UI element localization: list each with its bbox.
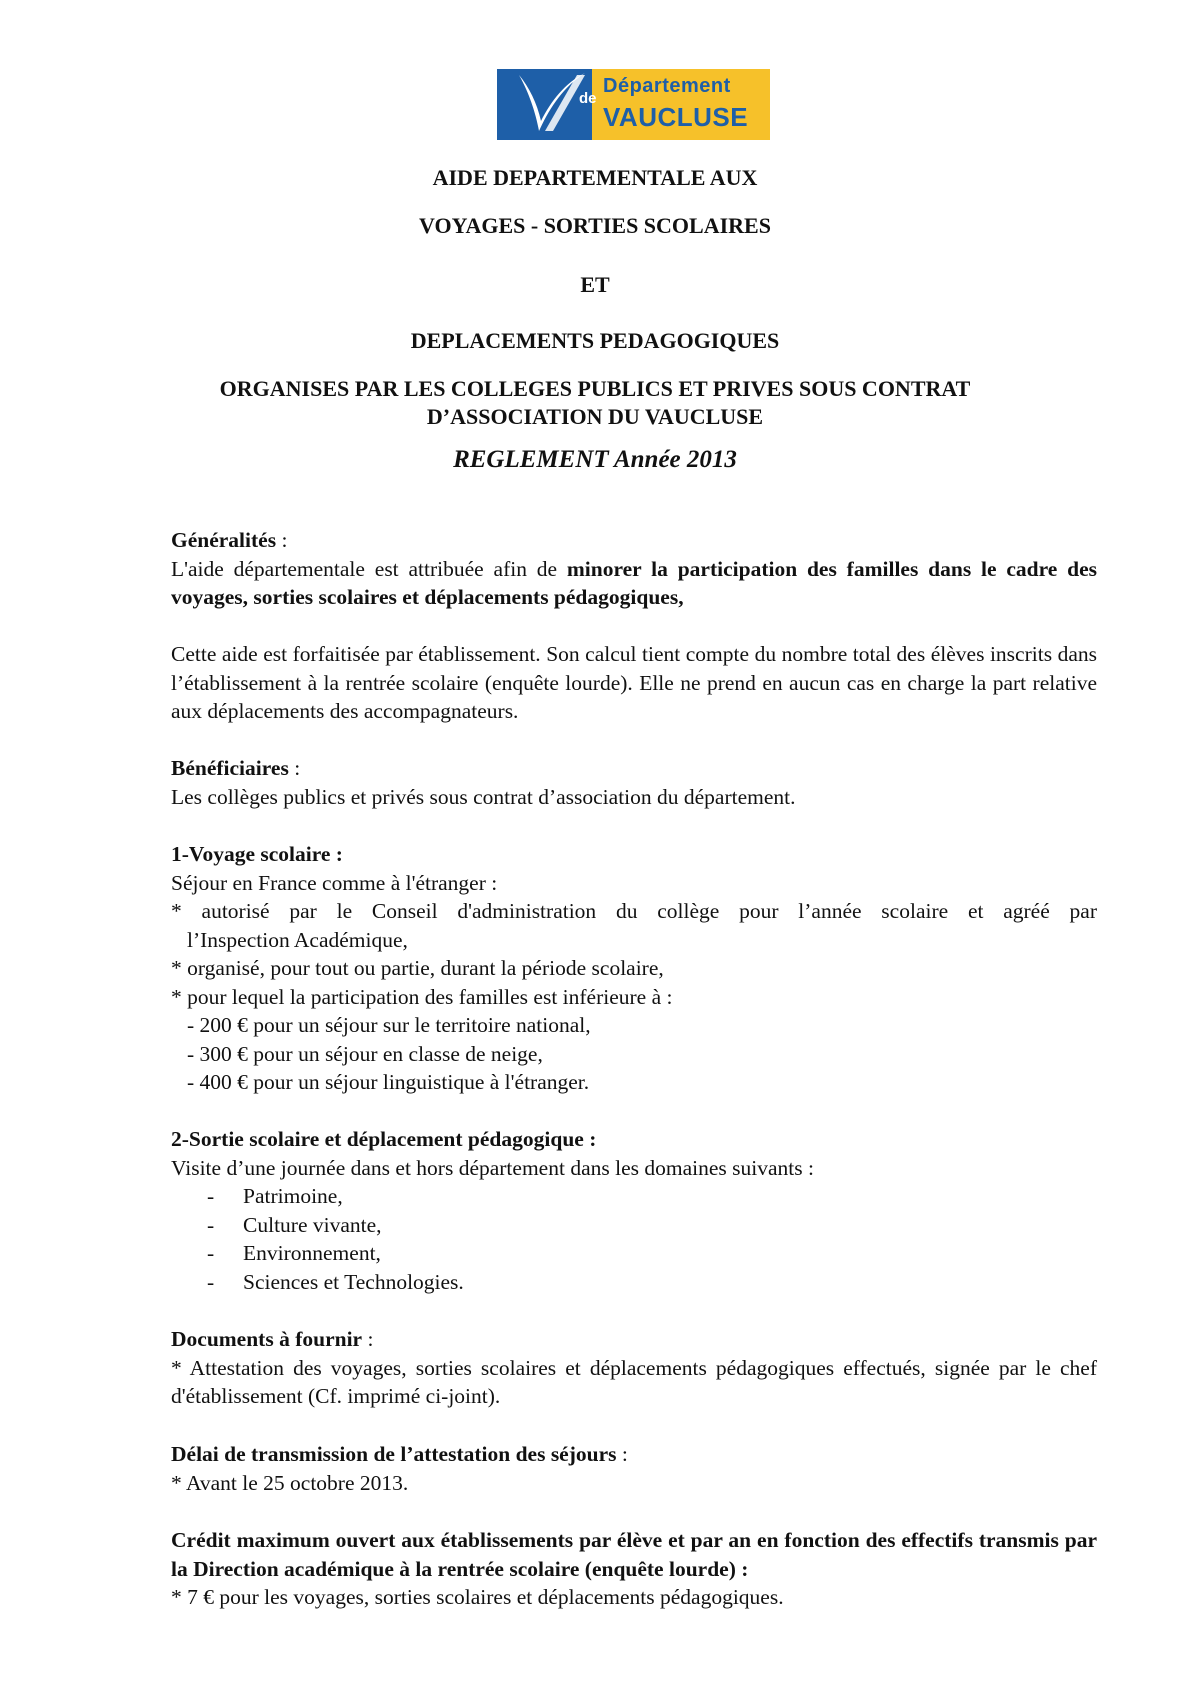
voyage-item-3: * pour lequel la participation des familles est inférieure à : — [171, 984, 673, 1009]
logo-text-departement: Département — [603, 75, 731, 97]
title-line-1: AIDE DEPARTEMENTALE AUX — [432, 165, 758, 190]
generalites-p1-text: L'aide départementale est attribuée afin de — [171, 556, 567, 581]
section-voyage-scolaire — [171, 840, 1097, 1097]
sortie-heading: 2-Sortie scolaire et déplacement pédagogique : — [171, 1127, 597, 1151]
sortie-domain-item — [171, 1239, 1097, 1268]
sortie-domain-item — [171, 1211, 1097, 1240]
documents-text: * Attestation des voyages, sorties scolaires et déplacements pédagogiques effectués, signée par le chef d'établissement (Cf. imprimé ci-joint). — [171, 1355, 1097, 1408]
beneficiaires-text: Les collèges publics et privés sous contrat d’association du département. — [171, 784, 796, 809]
documents-heading-colon: : — [362, 1327, 374, 1351]
generalites-p1-bold: minorer la participation des familles dans le cadre des voyages, sorties scolaires et déplacements pédagogiques, — [171, 556, 1097, 609]
credit-heading: Crédit maximum ouvert aux établissements par élève et par an en fonction des effectifs transmis par la Direction académique à la rentrée scolaire (enquête lourde) : — [171, 1528, 1097, 1581]
section-generalites — [171, 526, 1097, 612]
title-line-6: D’ASSOCIATION DU VAUCLUSE — [426, 404, 764, 429]
dash-bullet: - — [207, 1212, 215, 1237]
delai-text: * Avant le 25 octobre 2013. — [171, 1470, 409, 1495]
voyage-sub-1: - 200 € pour un séjour sur le territoire national, — [187, 1013, 591, 1037]
domain-culture-vivante: Culture vivante, — [243, 1212, 382, 1237]
domain-environnement: Environnement, — [243, 1241, 381, 1265]
generalites-paragraph-2: Cette aide est forfaitisée par établissement. Son calcul tient compte du nombre total des élèves inscrits dans l’établissement à la rentrée scolaire (enquête lourde). Elle ne prend en aucun cas en charge la part relative aux déplacements des accompagnateurs. — [171, 642, 1097, 723]
voyage-item-2: * organisé, pour tout ou partie, durant la période scolaire, — [171, 956, 664, 980]
domain-sciences: Sciences et Technologies. — [243, 1269, 464, 1294]
voyage-sub-3: - 400 € pour un séjour linguistique à l'étranger. — [187, 1070, 590, 1094]
documents-heading: Documents à fournir — [171, 1327, 363, 1351]
logo-text-de: de — [579, 90, 597, 107]
generalites-heading-colon: : — [276, 528, 288, 552]
section-sortie-scolaire — [171, 1125, 1097, 1296]
generalites-paragraph-1 — [171, 555, 1097, 612]
dash-bullet: - — [207, 1241, 215, 1265]
dash-bullet: - — [207, 1184, 215, 1208]
section-delai — [171, 1440, 1097, 1497]
title-line-2: VOYAGES - SORTIES SCOLAIRES — [419, 213, 771, 238]
reglement-title: REGLEMENT Année 2013 — [453, 446, 737, 473]
title-line-5: ORGANISES PAR LES COLLEGES PUBLICS ET PRIVES SOUS CONTRAT — [219, 376, 971, 401]
section-generalites-detail — [171, 640, 1097, 726]
sortie-intro: Visite d’une journée dans et hors département dans les domaines suivants : — [171, 1155, 814, 1180]
beneficiaires-heading: Bénéficiaires — [171, 756, 289, 780]
logo-text-vaucluse: VAUCLUSE — [603, 102, 749, 132]
vaucluse-logo — [497, 69, 770, 140]
voyage-heading: 1-Voyage scolaire : — [171, 842, 343, 866]
delai-heading-colon: : — [616, 1442, 628, 1466]
dash-bullet: - — [207, 1269, 215, 1294]
section-documents — [171, 1325, 1097, 1411]
voyage-item-1-cont: l’Inspection Académique, — [187, 927, 408, 952]
section-credit — [171, 1526, 1097, 1612]
voyage-intro: Séjour en France comme à l'étranger : — [171, 870, 498, 895]
title-line-3: ET — [580, 272, 610, 297]
credit-text: * 7 € pour les voyages, sorties scolaires et déplacements pédagogiques. — [171, 1585, 784, 1609]
voyage-item-1: * autorisé par le Conseil d'administration du collège pour l’année scolaire et agréé par — [171, 899, 1097, 923]
beneficiaires-heading-colon: : — [288, 756, 301, 780]
sortie-domain-item — [171, 1268, 1097, 1297]
generalites-heading: Généralités — [171, 528, 277, 552]
delai-heading: Délai de transmission de l’attestation des séjours — [171, 1442, 617, 1466]
sortie-domain-item — [171, 1182, 1097, 1211]
section-beneficiaires — [171, 754, 1097, 811]
voyage-sub-2: - 300 € pour un séjour en classe de neige, — [187, 1041, 543, 1066]
domain-patrimoine: Patrimoine, — [243, 1184, 343, 1208]
title-line-4: DEPLACEMENTS PEDAGOGIQUES — [410, 328, 780, 353]
